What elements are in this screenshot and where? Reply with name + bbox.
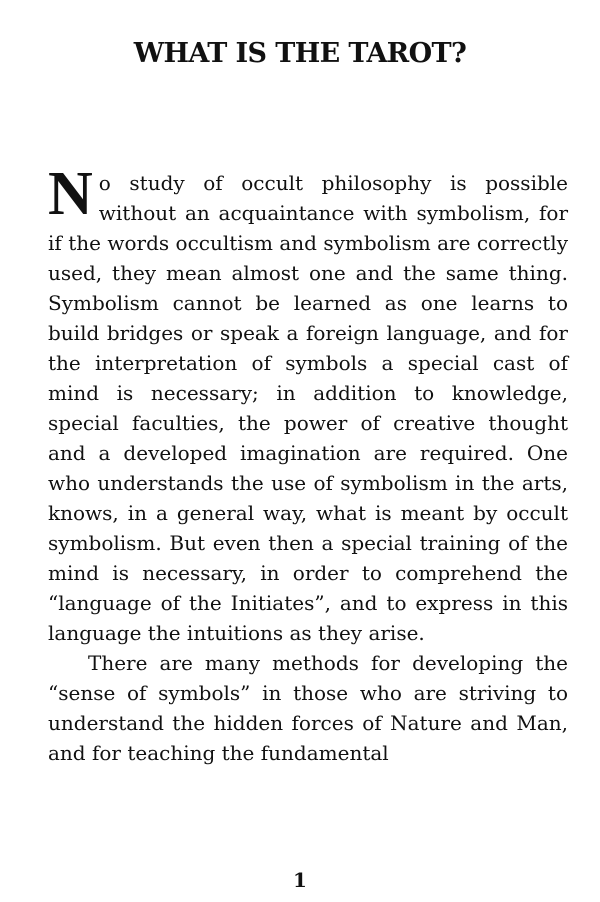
chapter-title: WHAT IS THE TAROT? — [133, 38, 467, 69]
page-number: 1 — [293, 868, 307, 892]
paragraph-1-text: o study of occult philosophy is possible without an acquaintance with symbolism, for if the words occultism and symbolism are correctly used, they mean almost one and the same thing. Symbolism cannot be learned as one learns to build bridges or speak a foreign language, and for the interpretation of symbols a special cast of mind is necessary; in addition to knowledge, special faculties, the power of creative thought and a developed imagination are required. One who understands the use of symbolism in the arts, knows, in a general way, what is meant by occult symbolism. But even then a special training of the mind is necessary, in order to comprehend the “language of the Initiates”, and to express in this language the intuitions as they arise. — [48, 171, 568, 645]
paragraph-1 — [48, 160, 568, 648]
paragraph-2: There are many methods for developing the “sense of symbols” in those who are striving to understand the hidden forces of Nature and Man, and for teaching the fundamental — [48, 651, 568, 765]
drop-cap: N — [48, 160, 93, 228]
body-text — [48, 160, 568, 768]
